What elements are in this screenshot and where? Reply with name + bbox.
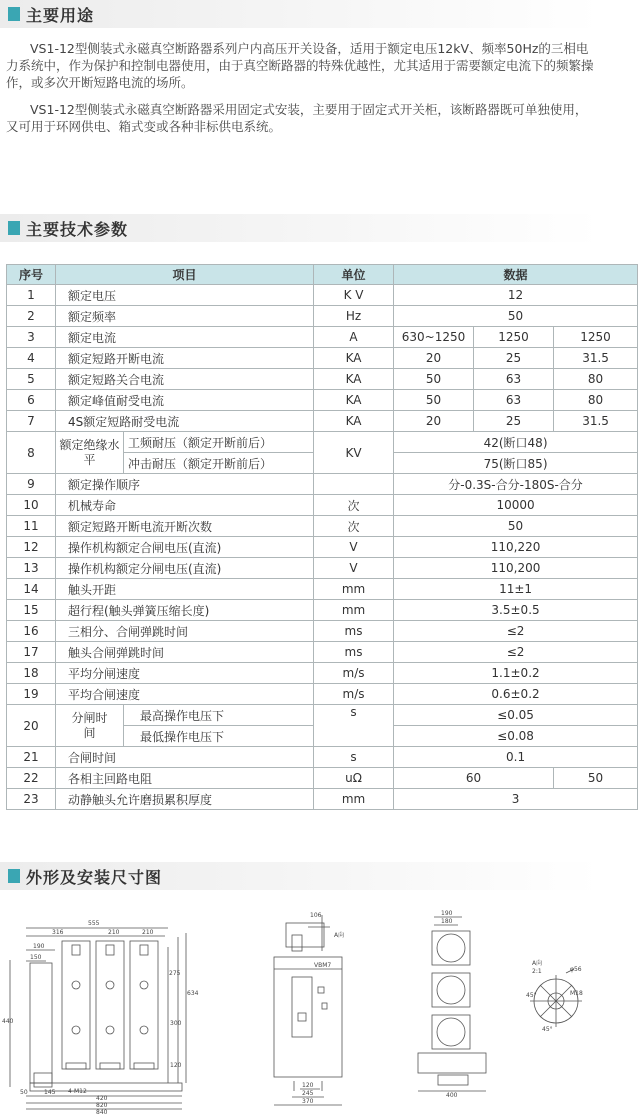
- row-data: 分-0.3S-合分-180S-合分: [394, 474, 638, 495]
- row-unit: V: [314, 558, 394, 579]
- row-data: 50: [394, 516, 638, 537]
- dim-label: 106: [310, 912, 322, 919]
- row-group: 额定绝缘水平: [56, 432, 124, 474]
- row-unit: KA: [314, 348, 394, 369]
- table-row: [7, 474, 638, 495]
- row-data-2: 25: [474, 348, 554, 369]
- row-item: 额定频率: [56, 306, 314, 327]
- row-data: 42(断口48): [394, 432, 638, 453]
- dim-label: 180: [441, 918, 453, 925]
- dim-label: 50: [20, 1089, 28, 1096]
- side-view-drawing: [274, 915, 345, 1105]
- dim-label: 210: [108, 929, 120, 936]
- row-unit: K V: [314, 285, 394, 306]
- usage-paragraph-2: VS1-12型侧装式永磁真空断路器采用固定式安装，主要用于固定式开关柜，该断路器既可单独使用，又可用于环网供电、箱式变或各种非标供电系统。: [6, 102, 588, 134]
- dim-label: 370: [302, 1098, 314, 1105]
- row-item: 合闸时间: [56, 747, 314, 768]
- row-data-2: 63: [474, 369, 554, 390]
- side-view-labels: [302, 912, 344, 1105]
- row-data: ≤2: [394, 642, 638, 663]
- row-subitem: 最低操作电压下: [124, 726, 314, 747]
- row-no: 4: [7, 348, 56, 369]
- row-data-1: 50: [394, 369, 474, 390]
- row-unit: uΩ: [314, 768, 394, 789]
- table-row: [7, 285, 638, 306]
- table-row: [7, 432, 638, 453]
- row-data-3: 31.5: [554, 348, 638, 369]
- front-view-labels: [2, 920, 199, 1116]
- table-row: [7, 495, 638, 516]
- row-item: 平均合闸速度: [56, 684, 314, 705]
- dimension-drawings: [0, 895, 600, 1114]
- dim-label: A向: [334, 932, 345, 939]
- dim-label: 440: [2, 1018, 14, 1025]
- spec-table: [6, 264, 638, 810]
- row-item: 触头合闸弹跳时间: [56, 642, 314, 663]
- row-data-3: 1250: [554, 327, 638, 348]
- section-title-dimensions: 外形及安装尺寸图: [26, 868, 163, 887]
- dim-label: 145: [44, 1089, 56, 1096]
- row-data-1: 50: [394, 390, 474, 411]
- row-data: 110,220: [394, 537, 638, 558]
- dim-label: M18: [570, 990, 583, 997]
- table-row: [7, 558, 638, 579]
- table-row: [7, 348, 638, 369]
- row-item: 额定峰值耐受电流: [56, 390, 314, 411]
- dim-label: 190: [33, 943, 45, 950]
- dim-label: 120: [170, 1062, 182, 1069]
- row-no: 17: [7, 642, 56, 663]
- table-row: [7, 600, 638, 621]
- top-view-labels: [441, 910, 458, 1099]
- row-no: 15: [7, 600, 56, 621]
- row-unit: 次: [314, 516, 394, 537]
- table-row: [7, 663, 638, 684]
- row-item: 各相主回路电阻: [56, 768, 314, 789]
- section-title-specs: 主要技术参数: [26, 220, 129, 239]
- dim-label: 210: [142, 929, 154, 936]
- row-no: 19: [7, 684, 56, 705]
- usage-paragraph-1: VS1-12型侧装式永磁真空断路器系列户内高压开关设备，适用于额定电压12kV、频率50Hz的三相电力系统中，作为保护和控制电器使用，由于真空断路器的特殊优越性，尤其适用于需要额定电流下的频繁操作，或多次开断短路电流的场所。: [6, 41, 594, 90]
- row-data-3: 80: [554, 369, 638, 390]
- table-row: [7, 516, 638, 537]
- section-header-usage: [0, 0, 600, 28]
- section-marker-icon: [8, 7, 20, 21]
- table-row: [7, 642, 638, 663]
- row-unit: V: [314, 537, 394, 558]
- row-no: 13: [7, 558, 56, 579]
- row-no: 22: [7, 768, 56, 789]
- row-subitem: 冲击耐压（额定开断前后）: [124, 453, 314, 474]
- row-unit: mm: [314, 789, 394, 810]
- dim-label: 300: [170, 1020, 182, 1027]
- row-item: 操作机构额定合闸电压(直流): [56, 537, 314, 558]
- detail-scale: 2:1: [532, 968, 542, 975]
- dim-label: 275: [169, 970, 181, 977]
- row-data: 3: [394, 789, 638, 810]
- row-item: 机械寿命: [56, 495, 314, 516]
- row-item: 三相分、合闸弹跳时间: [56, 621, 314, 642]
- table-row: [7, 411, 638, 432]
- row-no: 9: [7, 474, 56, 495]
- row-data-2: 63: [474, 390, 554, 411]
- dim-label: 45°: [526, 992, 537, 999]
- row-group: 分闸时间: [56, 705, 124, 747]
- dim-label: 840: [96, 1109, 108, 1116]
- row-no: 11: [7, 516, 56, 537]
- row-no: 21: [7, 747, 56, 768]
- row-unit: mm: [314, 600, 394, 621]
- row-no: 23: [7, 789, 56, 810]
- row-unit: m/s: [314, 663, 394, 684]
- row-no: 5: [7, 369, 56, 390]
- row-item: 额定操作顺序: [56, 474, 314, 495]
- row-item: 4S额定短路耐受电流: [56, 411, 314, 432]
- dim-label: 316: [52, 929, 64, 936]
- row-item: 额定短路关合电流: [56, 369, 314, 390]
- row-unit: 次: [314, 495, 394, 516]
- detail-title: A向: [532, 960, 543, 967]
- row-unit: [314, 474, 394, 495]
- row-item: 动静触头允许磨损累积厚度: [56, 789, 314, 810]
- row-data: 75(断口85): [394, 453, 638, 474]
- row-data: 10000: [394, 495, 638, 516]
- row-data-1: 20: [394, 411, 474, 432]
- dim-label: 820: [96, 1102, 108, 1109]
- row-no: 20: [7, 705, 56, 747]
- row-data: 11±1: [394, 579, 638, 600]
- dim-label: 4-M12: [68, 1088, 87, 1095]
- row-unit: KA: [314, 390, 394, 411]
- table-row: [7, 306, 638, 327]
- row-unit: Hz: [314, 306, 394, 327]
- row-unit: A: [314, 327, 394, 348]
- nameplate-label: VBM7: [314, 962, 332, 969]
- row-no: 6: [7, 390, 56, 411]
- table-row: [7, 621, 638, 642]
- dim-label: 420: [96, 1095, 108, 1102]
- row-subitem: 工频耐压（额定开断前后）: [124, 432, 314, 453]
- table-row: [7, 579, 638, 600]
- row-item: 额定电压: [56, 285, 314, 306]
- table-row: [7, 369, 638, 390]
- row-unit: ms: [314, 642, 394, 663]
- dim-label: 555: [88, 920, 100, 927]
- row-item: 超行程(触头弹簧压缩长度): [56, 600, 314, 621]
- top-view-drawing: [418, 917, 486, 1091]
- dim-label: φ56: [570, 966, 582, 973]
- section-header-specs: [0, 214, 600, 242]
- row-data-2: 1250: [474, 327, 554, 348]
- header-unit: 单位: [314, 265, 394, 285]
- dim-label: 190: [441, 910, 453, 917]
- row-data: ≤0.05: [394, 705, 638, 726]
- row-no: 3: [7, 327, 56, 348]
- a-view-detail-drawing: [530, 969, 582, 1027]
- row-subitem: 最高操作电压下: [124, 705, 314, 726]
- header-no: 序号: [7, 265, 56, 285]
- table-row: [7, 768, 638, 789]
- row-no: 1: [7, 285, 56, 306]
- dim-label: 634: [187, 990, 199, 997]
- row-no: 12: [7, 537, 56, 558]
- row-unit: s: [314, 747, 394, 768]
- table-row: [7, 390, 638, 411]
- row-data-3: 80: [554, 390, 638, 411]
- a-view-labels: [526, 959, 583, 1033]
- table-row: [7, 747, 638, 768]
- row-unit: mm: [314, 579, 394, 600]
- table-row: [7, 684, 638, 705]
- row-data: ≤0.08: [394, 726, 638, 747]
- row-no: 16: [7, 621, 56, 642]
- row-data: ≤2: [394, 621, 638, 642]
- row-unit: s: [314, 705, 394, 747]
- section-title-usage: 主要用途: [26, 6, 95, 25]
- row-no: 8: [7, 432, 56, 474]
- row-unit: m/s: [314, 684, 394, 705]
- dim-label: 245: [302, 1090, 314, 1097]
- row-no: 14: [7, 579, 56, 600]
- row-data-3: 31.5: [554, 411, 638, 432]
- row-item: 额定电流: [56, 327, 314, 348]
- row-no: 7: [7, 411, 56, 432]
- row-unit: KV: [314, 432, 394, 474]
- row-item: 平均分闸速度: [56, 663, 314, 684]
- table-row: [7, 705, 638, 726]
- dim-label: 120: [302, 1082, 314, 1089]
- row-data-2: 50: [554, 768, 638, 789]
- row-no: 10: [7, 495, 56, 516]
- section-marker-icon: [8, 221, 20, 235]
- table-row: [7, 789, 638, 810]
- row-data: 0.6±0.2: [394, 684, 638, 705]
- header-data: 数据: [394, 265, 638, 285]
- section-header-dimensions: [0, 862, 600, 890]
- dim-label: 45°: [542, 1026, 553, 1033]
- row-data: 0.1: [394, 747, 638, 768]
- row-unit: ms: [314, 621, 394, 642]
- row-data-2: 25: [474, 411, 554, 432]
- dimension-drawings-svg: [0, 895, 600, 1114]
- row-data-1: 60: [394, 768, 554, 789]
- row-unit: KA: [314, 369, 394, 390]
- header-item: 项目: [56, 265, 314, 285]
- dim-label: 400: [446, 1092, 458, 1099]
- row-data: 1.1±0.2: [394, 663, 638, 684]
- spec-table-header: [7, 265, 638, 285]
- row-data-1: 630~1250: [394, 327, 474, 348]
- dim-label: 150: [30, 954, 42, 961]
- row-data: 110,200: [394, 558, 638, 579]
- row-data: 3.5±0.5: [394, 600, 638, 621]
- row-unit: KA: [314, 411, 394, 432]
- row-no: 18: [7, 663, 56, 684]
- row-data: 50: [394, 306, 638, 327]
- row-item: 额定短路开断电流开断次数: [56, 516, 314, 537]
- row-data-1: 20: [394, 348, 474, 369]
- row-item: 触头开距: [56, 579, 314, 600]
- table-row: [7, 327, 638, 348]
- row-no: 2: [7, 306, 56, 327]
- row-item: 操作机构额定分闸电压(直流): [56, 558, 314, 579]
- table-row: [7, 537, 638, 558]
- row-data: 12: [394, 285, 638, 306]
- section-marker-icon: [8, 869, 20, 883]
- row-item: 额定短路开断电流: [56, 348, 314, 369]
